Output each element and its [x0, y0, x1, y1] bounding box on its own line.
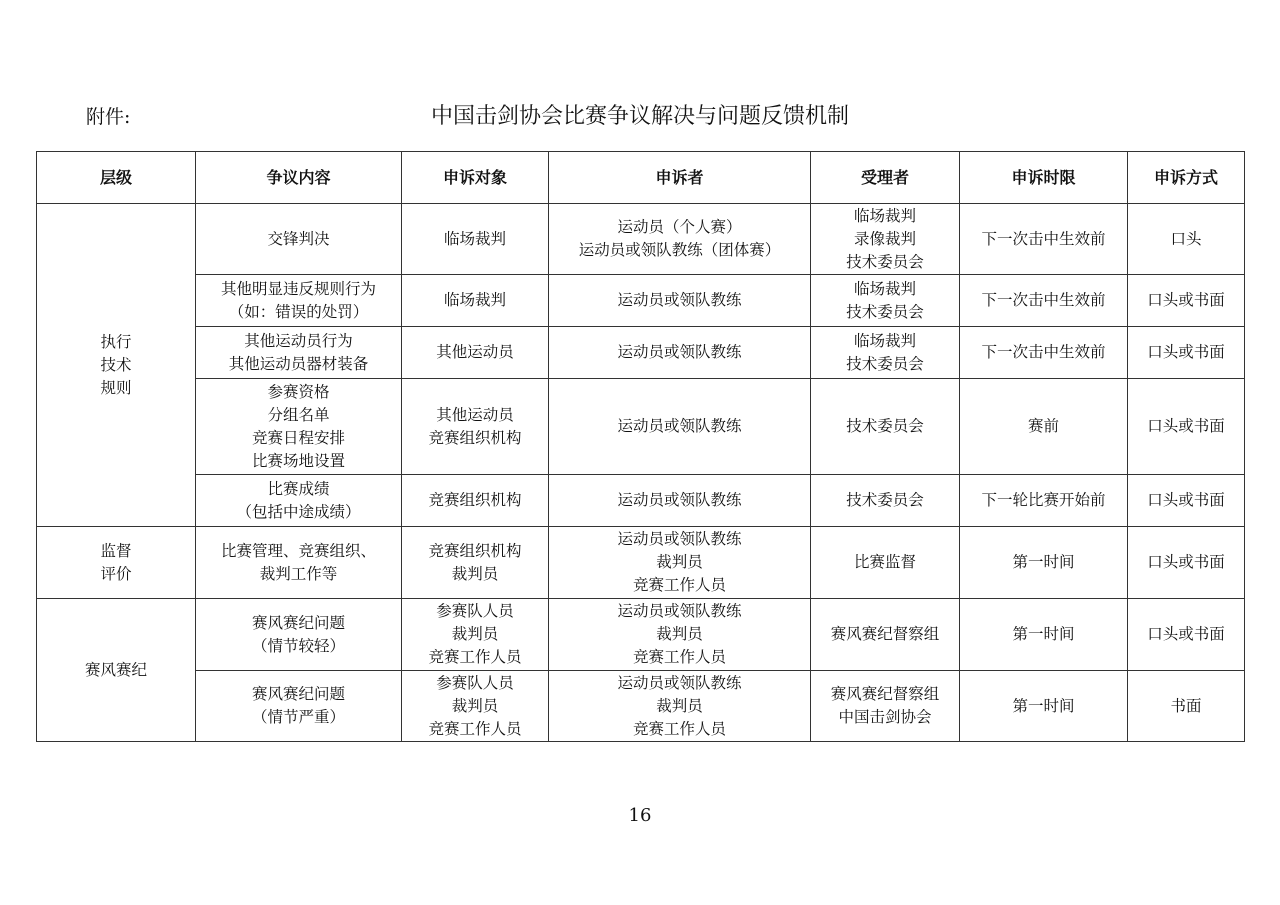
table-cell: 其他运动员 竞赛组织机构 — [402, 379, 549, 475]
table-header-row — [37, 152, 1245, 204]
table-row — [37, 475, 1245, 527]
table-cell: 比赛成绩 （包括中途成绩） — [196, 475, 402, 527]
table-cell: 其他运动员 — [402, 327, 549, 379]
page-number: 16 — [628, 805, 652, 826]
table-cell: 参赛资格 分组名单 竞赛日程安排 比赛场地设置 — [196, 379, 402, 475]
table-cell: 口头或书面 — [1128, 275, 1245, 327]
table-cell: 赛风赛纪督察组 中国击剑协会 — [811, 671, 960, 742]
attachment-label: 附件: — [86, 106, 131, 128]
table-cell: 临场裁判 技术委员会 — [811, 327, 960, 379]
table-cell: 赛风赛纪督察组 — [811, 599, 960, 671]
table-cell: 运动员（个人赛） 运动员或领队教练（团体赛） — [549, 204, 811, 275]
table-cell: 下一次击中生效前 — [960, 327, 1128, 379]
table-cell: 参赛队人员 裁判员 竞赛工作人员 — [402, 671, 549, 742]
level-cell: 监督 评价 — [37, 527, 196, 599]
table-cell: 运动员或领队教练 裁判员 竞赛工作人员 — [549, 527, 811, 599]
table-cell: 运动员或领队教练 — [549, 379, 811, 475]
table-cell: 口头或书面 — [1128, 527, 1245, 599]
table-cell: 运动员或领队教练 裁判员 竞赛工作人员 — [549, 671, 811, 742]
table-cell: 第一时间 — [960, 527, 1128, 599]
table-cell: 第一时间 — [960, 671, 1128, 742]
table-row — [37, 671, 1245, 742]
table-cell: 技术委员会 — [811, 379, 960, 475]
table-cell: 运动员或领队教练 — [549, 475, 811, 527]
table-cell: 比赛监督 — [811, 527, 960, 599]
table-row — [37, 599, 1245, 671]
table-cell: 口头或书面 — [1128, 379, 1245, 475]
table-cell: 其他运动员行为 其他运动员器材装备 — [196, 327, 402, 379]
table-cell: 运动员或领队教练 裁判员 竞赛工作人员 — [549, 599, 811, 671]
column-header: 申诉对象 — [402, 152, 549, 204]
column-header: 申诉时限 — [960, 152, 1128, 204]
document-title: 中国击剑协会比赛争议解决与问题反馈机制 — [430, 104, 849, 129]
table-row — [37, 204, 1245, 275]
table-cell: 参赛队人员 裁判员 竞赛工作人员 — [402, 599, 549, 671]
table-cell: 竞赛组织机构 裁判员 — [402, 527, 549, 599]
column-header: 层级 — [37, 152, 196, 204]
table-cell: 下一次击中生效前 — [960, 204, 1128, 275]
table-row — [37, 327, 1245, 379]
table-cell: 临场裁判 录像裁判 技术委员会 — [811, 204, 960, 275]
table-cell: 口头 — [1128, 204, 1245, 275]
table-cell: 临场裁判 — [402, 204, 549, 275]
table-cell: 第一时间 — [960, 599, 1128, 671]
table-cell: 比赛管理、竞赛组织、 裁判工作等 — [196, 527, 402, 599]
table-cell: 运动员或领队教练 — [549, 327, 811, 379]
table-cell: 竞赛组织机构 — [402, 475, 549, 527]
column-header: 受理者 — [811, 152, 960, 204]
table-cell: 下一轮比赛开始前 — [960, 475, 1128, 527]
table-row — [37, 379, 1245, 475]
table-cell: 口头或书面 — [1128, 475, 1245, 527]
column-header: 争议内容 — [196, 152, 402, 204]
table-cell: 临场裁判 技术委员会 — [811, 275, 960, 327]
table-cell: 其他明显违反规则行为 （如：错误的处罚） — [196, 275, 402, 327]
table-cell: 赛风赛纪问题 （情节较轻） — [196, 599, 402, 671]
table-cell: 临场裁判 — [402, 275, 549, 327]
table-cell: 赛前 — [960, 379, 1128, 475]
table-cell: 下一次击中生效前 — [960, 275, 1128, 327]
column-header: 申诉方式 — [1128, 152, 1245, 204]
table-cell: 运动员或领队教练 — [549, 275, 811, 327]
table-row — [37, 275, 1245, 327]
table-cell: 书面 — [1128, 671, 1245, 742]
table-cell: 赛风赛纪问题 （情节严重） — [196, 671, 402, 742]
column-header: 申诉者 — [549, 152, 811, 204]
table-cell: 口头或书面 — [1128, 599, 1245, 671]
table-row — [37, 527, 1245, 599]
table-cell: 技术委员会 — [811, 475, 960, 527]
level-cell: 赛风赛纪 — [37, 599, 196, 742]
table-cell: 交锋判决 — [196, 204, 402, 275]
dispute-mechanism-table — [36, 151, 1245, 742]
level-cell: 执行 技术 规则 — [37, 204, 196, 527]
table-cell: 口头或书面 — [1128, 327, 1245, 379]
